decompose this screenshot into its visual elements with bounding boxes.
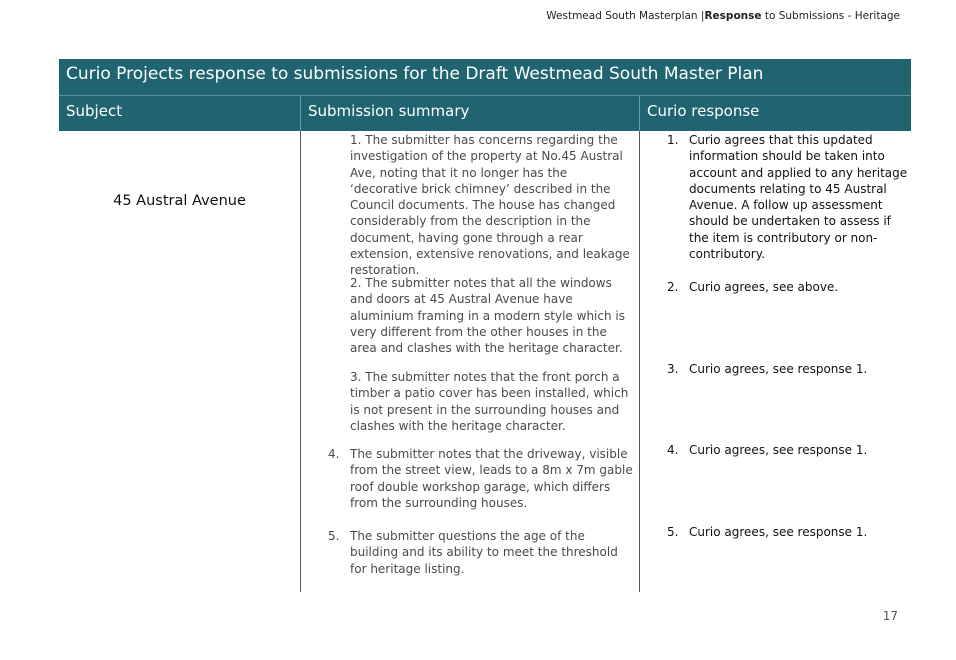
page-number: 17 xyxy=(882,609,898,623)
response-table xyxy=(59,59,911,592)
header-suffix: to Submissions - Heritage xyxy=(761,10,900,22)
response-item xyxy=(667,524,911,540)
column-header-response: Curio response xyxy=(639,96,911,131)
response-item xyxy=(667,442,911,458)
response-text: Curio agrees, see response 1. xyxy=(689,525,868,539)
summary-text: 3. The submitter notes that the front porch a timber a patio cover has been installed, which is not present in the surrounding houses and clashes with the heritage character. xyxy=(350,370,629,433)
response-item xyxy=(667,361,911,377)
summary-item xyxy=(350,275,634,356)
table-header-row xyxy=(59,96,911,131)
summary-item xyxy=(328,446,634,511)
column-divider xyxy=(300,131,301,592)
summary-text: 2. The submitter notes that all the windows and doors at 45 Austral Avenue have aluminium framing in a modern style which is very different from the other houses in the area and clashes with the heritage character. xyxy=(350,276,625,356)
summary-item xyxy=(328,528,634,577)
response-number: 3. xyxy=(667,362,679,376)
running-header xyxy=(546,10,900,22)
column-header-summary: Submission summary xyxy=(300,96,639,131)
column-divider xyxy=(639,131,640,592)
header-prefix: Westmead South Masterplan | xyxy=(546,10,705,22)
subject-cell: 45 Austral Avenue xyxy=(113,193,246,209)
response-item xyxy=(667,279,911,295)
response-item xyxy=(667,132,911,262)
summary-text: 1. The submitter has concerns regarding the investigation of the property at No.45 Austral Ave, noting that it no longer has the ‘decorative brick chimney’ described in the Council documents. The house has changed considerably from the description in the document, having gone through a rear extension, extensive renovations, and leakage restoration. xyxy=(350,133,630,278)
response-number: 4. xyxy=(667,443,679,457)
table-body xyxy=(59,131,911,592)
response-text: Curio agrees, see response 1. xyxy=(689,443,868,457)
response-number: 2. xyxy=(667,280,679,294)
table-title: Curio Projects response to submissions for the Draft Westmead South Master Plan xyxy=(59,59,911,96)
summary-text: The submitter questions the age of the building and its ability to meet the threshold for heritage listing. xyxy=(350,529,618,576)
summary-number: 5. xyxy=(328,529,340,543)
header-bold: Response xyxy=(704,10,762,22)
response-number: 1. xyxy=(667,133,679,147)
summary-number: 4. xyxy=(328,447,340,461)
response-text: Curio agrees, see response 1. xyxy=(689,362,868,376)
column-header-subject: Subject xyxy=(66,102,123,120)
summary-text: The submitter notes that the driveway, visible from the street view, leads to a 8m x 7m gable roof double workshop garage, which differs from the surrounding houses. xyxy=(350,447,633,510)
response-text: Curio agrees that this updated information should be taken into account and applied to any heritage documents relating to 45 Austral Avenue. A follow up assessment should be undertaken to assess if the item is contributory or non-contributory. xyxy=(689,133,908,262)
summary-item xyxy=(350,132,634,279)
response-text: Curio agrees, see above. xyxy=(689,280,839,294)
response-number: 5. xyxy=(667,525,679,539)
summary-item xyxy=(350,369,634,434)
